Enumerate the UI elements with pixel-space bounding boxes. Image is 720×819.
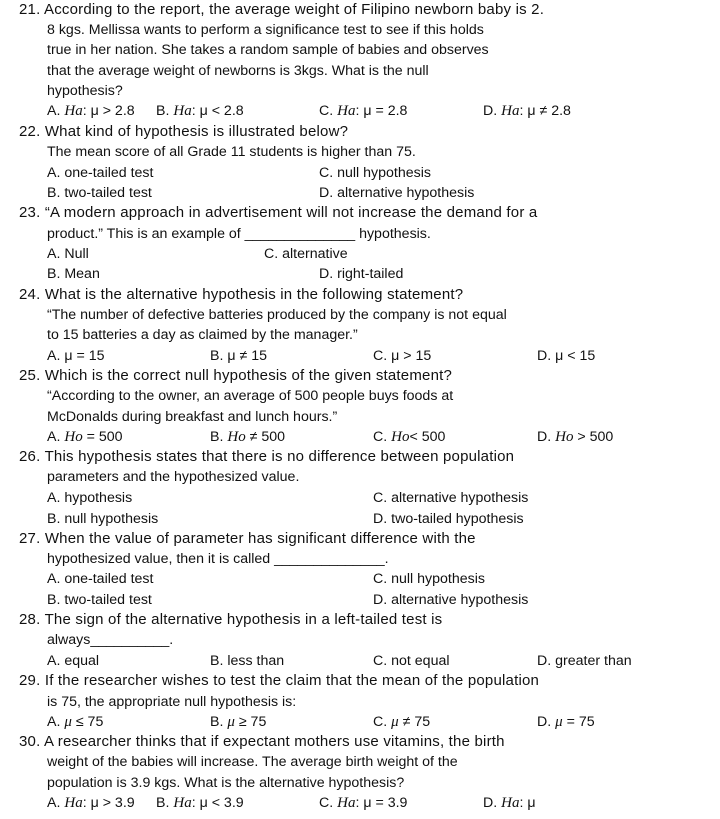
option-d[interactable]: D. Ha: μ ≠ 2.8 xyxy=(483,103,571,119)
option-b[interactable]: B. μ ≥ 75 xyxy=(210,714,267,730)
option-c[interactable]: C. Ha: μ = 3.9 xyxy=(319,795,408,811)
option-c[interactable]: C. alternative xyxy=(264,246,348,262)
question-stem-line: to 15 batteries a day as claimed by the manager.” xyxy=(47,327,358,343)
option-a[interactable]: A. μ = 15 xyxy=(47,348,105,364)
option-b[interactable]: B. Ha: μ < 2.8 xyxy=(156,103,244,119)
option-c[interactable]: C. Ho< 500 xyxy=(373,429,446,445)
option-d[interactable]: D. Ha: μ xyxy=(483,795,536,811)
question-30 xyxy=(19,733,505,751)
question-stem: “A modern approach in advertisement will not increase the demand for a xyxy=(44,204,538,221)
question-stem-line: McDonalds during breakfast and lunch hours.” xyxy=(47,409,338,425)
option-b[interactable]: B. two-tailed test xyxy=(47,185,152,201)
question-stem-line: hypothesis? xyxy=(47,83,123,99)
option-b[interactable]: B. null hypothesis xyxy=(47,511,159,527)
question-stem-line: weight of the babies will increase. The average birth weight of the xyxy=(47,754,458,770)
option-d[interactable]: D. alternative hypothesis xyxy=(319,185,475,201)
question-stem: What kind of hypothesis is illustrated below? xyxy=(44,123,349,140)
question-stem-line: product.” This is an example of ______________ hypothesis. xyxy=(47,226,431,242)
question-stem-line: that the average weight of newborns is 3kgs. What is the null xyxy=(47,63,429,79)
question-number: 30. xyxy=(19,733,41,750)
question-stem: A researcher thinks that if expectant mothers use vitamins, the birth xyxy=(44,733,505,750)
question-stem-line: The mean score of all Grade 11 students is higher than 75. xyxy=(47,144,416,160)
option-b[interactable]: B. Ho ≠ 500 xyxy=(210,429,286,445)
option-c[interactable]: C. Ha: μ = 2.8 xyxy=(319,103,408,119)
question-number: 27. xyxy=(19,530,41,547)
option-a[interactable]: A. Ho = 500 xyxy=(47,429,123,445)
option-c[interactable]: C. μ > 15 xyxy=(373,348,432,364)
option-d[interactable]: D. μ = 75 xyxy=(537,714,595,730)
question-stem-line: always__________. xyxy=(47,632,174,648)
question-25 xyxy=(19,367,452,385)
question-26 xyxy=(19,448,514,466)
question-stem: What is the alternative hypothesis in the following statement? xyxy=(44,286,464,303)
option-a[interactable]: A. μ ≤ 75 xyxy=(47,714,104,730)
question-stem-line: parameters and the hypothesized value. xyxy=(47,469,300,485)
question-stem: This hypothesis states that there is no difference between population xyxy=(44,448,515,465)
question-number: 24. xyxy=(19,286,41,303)
option-c[interactable]: C. null hypothesis xyxy=(319,165,431,181)
question-stem-line: 8 kgs. Mellissa wants to perform a significance test to see if this holds xyxy=(47,22,484,38)
question-stem-line: is 75, the appropriate null hypothesis is: xyxy=(47,694,297,710)
question-stem: If the researcher wishes to test the claim that the mean of the population xyxy=(44,672,540,689)
question-stem-line: “According to the owner, an average of 500 people buys foods at xyxy=(47,388,454,404)
question-23 xyxy=(19,204,537,222)
option-d[interactable]: D. two-tailed hypothesis xyxy=(373,511,524,527)
question-28 xyxy=(19,611,442,629)
question-stem: Which is the correct null hypothesis of the given statement? xyxy=(44,367,453,384)
question-number: 26. xyxy=(19,448,41,465)
option-c[interactable]: C. null hypothesis xyxy=(373,571,485,587)
question-stem: According to the report, the average weight of Filipino newborn baby is 2. xyxy=(44,1,545,18)
question-24 xyxy=(19,286,463,304)
option-a[interactable]: A. Ha: μ > 3.9 xyxy=(47,795,135,811)
option-b[interactable]: B. Mean xyxy=(47,266,100,282)
option-a[interactable]: A. hypothesis xyxy=(47,490,133,506)
option-a[interactable]: A. one-tailed test xyxy=(47,165,154,181)
question-number: 23. xyxy=(19,204,41,221)
option-c[interactable]: C. μ ≠ 75 xyxy=(373,714,431,730)
option-b[interactable]: B. two-tailed test xyxy=(47,592,152,608)
question-stem-line: “The number of defective batteries produced by the company is not equal xyxy=(47,307,507,323)
question-22 xyxy=(19,123,348,141)
question-stem-line: hypothesized value, then it is called ______________. xyxy=(47,551,389,567)
question-number: 29. xyxy=(19,672,41,689)
question-stem: When the value of parameter has significant difference with the xyxy=(44,530,476,547)
question-number: 25. xyxy=(19,367,41,384)
option-b[interactable]: B. less than xyxy=(210,653,285,669)
option-c[interactable]: C. alternative hypothesis xyxy=(373,490,529,506)
option-a[interactable]: A. Null xyxy=(47,246,89,262)
option-d[interactable]: D. alternative hypothesis xyxy=(373,592,529,608)
option-d[interactable]: D. greater than xyxy=(537,653,632,669)
question-27 xyxy=(19,530,476,548)
question-number: 22. xyxy=(19,123,41,140)
option-b[interactable]: B. μ ≠ 15 xyxy=(210,348,267,364)
option-d[interactable]: D. μ < 15 xyxy=(537,348,596,364)
option-b[interactable]: B. Ha: μ < 3.9 xyxy=(156,795,244,811)
option-d[interactable]: D. right-tailed xyxy=(319,266,404,282)
question-stem-line: population is 3.9 kgs. What is the alternative hypothesis? xyxy=(47,775,405,791)
question-number: 21. xyxy=(19,1,41,18)
option-c[interactable]: C. not equal xyxy=(373,653,450,669)
question-stem: The sign of the alternative hypothesis in a left-tailed test is xyxy=(44,611,443,628)
option-d[interactable]: D. Ho > 500 xyxy=(537,429,614,445)
question-number: 28. xyxy=(19,611,41,628)
option-a[interactable]: A. Ha: μ > 2.8 xyxy=(47,103,135,119)
option-a[interactable]: A. equal xyxy=(47,653,100,669)
question-29 xyxy=(19,672,539,690)
question-stem-line: true in her nation. She takes a random sample of babies and observes xyxy=(47,42,489,58)
option-a[interactable]: A. one-tailed test xyxy=(47,571,154,587)
question-21 xyxy=(19,1,544,19)
